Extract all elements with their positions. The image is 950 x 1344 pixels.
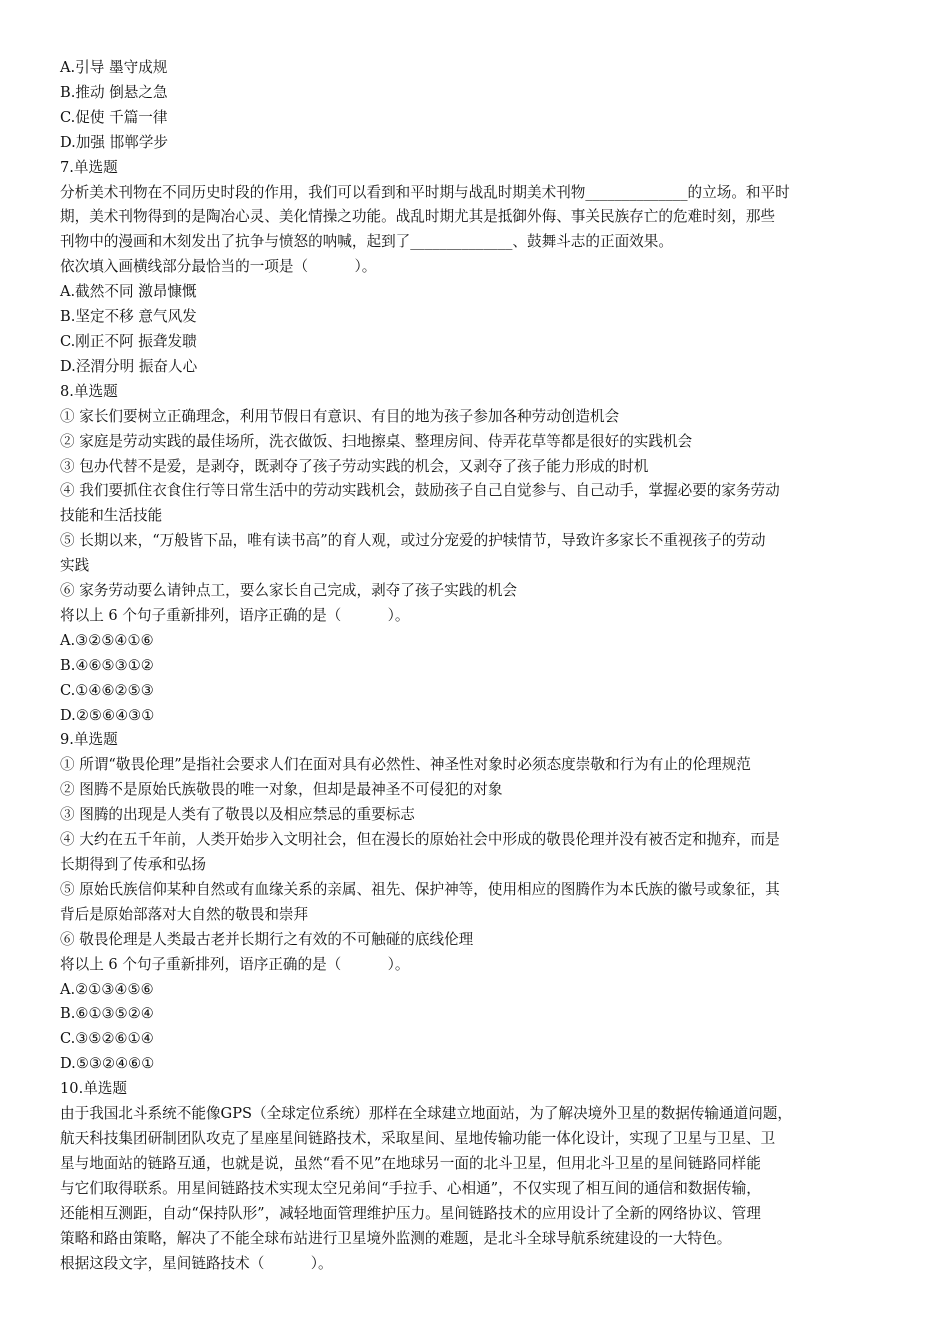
passage-line: 分析美术刊物在不同历史时段的作用，我们可以看到和平时期与战乱时期美术刊物______________的立场。和平时 bbox=[60, 183, 790, 201]
passage-line: 与它们取得联系。用星间链路技术实现太空兄弟间“手拉手、心相通”，不仅实现了相互间的通信和数据传输， bbox=[60, 1179, 761, 1197]
passage-line: 由于我国北斗系统不能像GPS（全球定位系统）那样在全球建立地面站，为了解决境外卫星的数据传输通道问题， bbox=[60, 1105, 792, 1123]
question-10 bbox=[60, 1077, 890, 1276]
sentence-line: ⑤ 原始氏族信仰某种自然或有血缘关系的亲属、祖先、保护神等，使用相应的图腾作为本氏族的徽号或象征，其 bbox=[60, 880, 780, 898]
sentence-line: 背后是原始部落对大自然的敬畏和崇拜 bbox=[60, 905, 309, 923]
sentence-line: 长期得到了传承和弘扬 bbox=[60, 856, 206, 873]
question-header: 10.单选题 bbox=[60, 1080, 127, 1098]
question-prompt: 将以上 6 个句子重新排列，语序正确的是（ ）。 bbox=[60, 955, 410, 973]
sentence-line: ① 所谓“敬畏伦理”是指社会要求人们在面对具有必然性、神圣性对象时必须态度崇敬和行为有止的伦理规范 bbox=[60, 756, 751, 774]
question-prompt: 依次填入画横线部分最恰当的一项是（ ）。 bbox=[60, 258, 377, 276]
question-9 bbox=[60, 728, 890, 1077]
sentence-line: ③ 图腾的出现是人类有了敬畏以及相应禁忌的重要标志 bbox=[60, 806, 415, 824]
passage-line: 航天科技集团研制团队攻克了星座星间链路技术，采取星间、星地传输功能一体化设计，实现了卫星与卫星、卫 bbox=[60, 1129, 776, 1147]
question-7 bbox=[60, 156, 890, 380]
passage-line: 策略和路由策略，解决了不能全球布站进行卫星境外监测的难题，是北斗全球导航系统建设的一大特色。 bbox=[60, 1229, 732, 1247]
question-8 bbox=[60, 380, 890, 729]
option-a[interactable]: A.引导 墨守成规 bbox=[60, 59, 168, 76]
sentence-line: ① 家长们要树立正确理念，利用节假日有意识、有目的地为孩子参加各种劳动创造机会 bbox=[60, 407, 620, 425]
option-d[interactable]: D.②⑤⑥④③① bbox=[60, 706, 155, 724]
option-c[interactable]: C.③⑤②⑥①④ bbox=[60, 1030, 154, 1048]
sentence-line: 技能和生活技能 bbox=[60, 507, 163, 525]
option-d[interactable]: D.加强 邯郸学步 bbox=[60, 133, 169, 151]
option-a[interactable]: A.截然不同 激昂慷慨 bbox=[60, 283, 197, 301]
sentence-line: ② 图腾不是原始氏族敬畏的唯一对象，但却是最神圣不可侵犯的对象 bbox=[60, 781, 503, 799]
option-a[interactable]: A.②①③④⑤⑥ bbox=[60, 980, 154, 998]
option-b[interactable]: B.④⑥⑤③①② bbox=[60, 656, 154, 674]
option-c[interactable]: C.刚正不阿 振聋发聩 bbox=[60, 332, 197, 350]
passage-line: 期，美术刊物得到的是陶冶心灵、美化情操之功能。战乱时期尤其是抵御外侮、事关民族存亡的危难时刻，那些 bbox=[60, 208, 776, 226]
option-c[interactable]: C.促使 千篇一律 bbox=[60, 108, 168, 126]
sentence-line: ④ 我们要抓住衣食住行等日常生活中的劳动实践机会，鼓励孩子自己自觉参与、自己动手，掌握必要的家务劳动 bbox=[60, 482, 780, 500]
sentence-line: ④ 大约在五千年前，人类开始步入文明社会，但在漫长的原始社会中形成的敬畏伦理并没有被否定和抛弃，而是 bbox=[60, 831, 780, 849]
option-b[interactable]: B.推动 倒悬之急 bbox=[60, 83, 168, 101]
option-d[interactable]: D.泾渭分明 振奋人心 bbox=[60, 357, 198, 375]
option-d[interactable]: D.⑤③②④⑥① bbox=[60, 1055, 155, 1073]
option-c[interactable]: C.①④⑥②⑤③ bbox=[60, 681, 154, 699]
question-prompt: 根据这段文字，星间链路技术（ ）。 bbox=[60, 1254, 333, 1272]
option-b[interactable]: B.⑥①③⑤②④ bbox=[60, 1005, 154, 1023]
question-header: 8.单选题 bbox=[60, 382, 118, 400]
sentence-line: ② 家庭是劳动实践的最佳场所，洗衣做饭、扫地擦桌、整理房间、侍弄花草等都是很好的实践机会 bbox=[60, 432, 693, 450]
sentence-line: ⑥ 敬畏伦理是人类最古老并长期行之有效的不可触碰的底线伦理 bbox=[60, 930, 474, 948]
passage-line: 还能相互测距，自动“保持队形”，减轻地面管理维护压力。星间链路技术的应用设计了全新的网络协议、管理 bbox=[60, 1204, 761, 1222]
question-header: 9.单选题 bbox=[60, 731, 118, 749]
sentence-line: ⑤ 长期以来，“万般皆下品，唯有读书高”的育人观，或过分宠爱的护犊情节，导致许多家长不重视孩子的劳动 bbox=[60, 532, 766, 550]
option-b[interactable]: B.坚定不移 意气风发 bbox=[60, 308, 197, 326]
passage-line: 刊物中的漫画和木刻发出了抗争与愤怒的呐喊，起到了______________、鼓舞斗志的正面效果。 bbox=[60, 233, 673, 251]
question-header: 7.单选题 bbox=[60, 158, 118, 176]
question-6-options bbox=[60, 56, 890, 156]
question-prompt: 将以上 6 个句子重新排列，语序正确的是（ ）。 bbox=[60, 606, 410, 624]
option-a[interactable]: A.③②⑤④①⑥ bbox=[60, 631, 154, 649]
passage-line: 星与地面站的链路互通，也就是说，虽然“看不见”在地球另一面的北斗卫星，但用北斗卫星的星间链路同样能 bbox=[60, 1154, 761, 1172]
sentence-line: ③ 包办代替不是爱，是剥夺，既剥夺了孩子劳动实践的机会，又剥夺了孩子能力形成的时机 bbox=[60, 457, 649, 475]
sentence-line: 实践 bbox=[60, 557, 90, 575]
sentence-line: ⑥ 家务劳动要么请钟点工，要么家长自己完成，剥夺了孩子实践的机会 bbox=[60, 582, 518, 600]
